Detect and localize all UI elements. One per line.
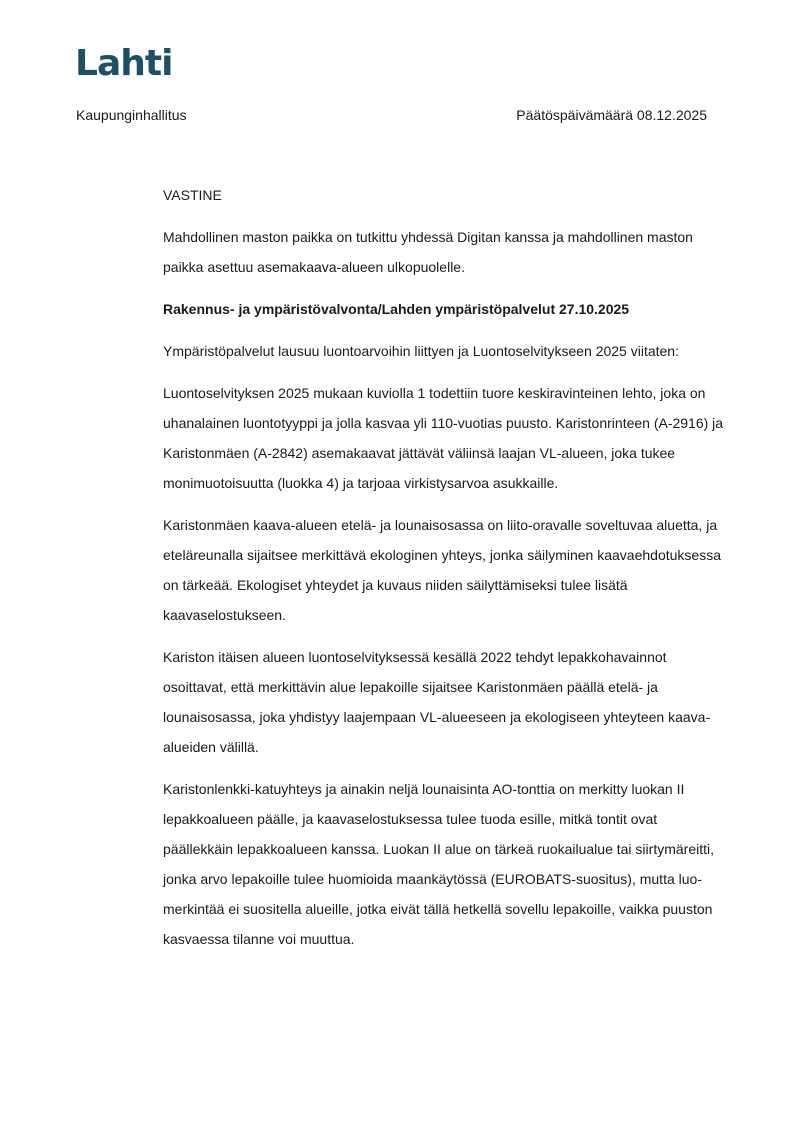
lahti-logo: Lahti xyxy=(75,43,173,84)
section-title-vastine: VASTINE xyxy=(163,187,222,203)
paragraph: Luontoselvityksen 2025 mukaan kuviolla 1 todettiin tuore keskiravinteinen lehto, joka on uhanalainen luontotyyppi ja jolla kasvaa yli 110-vuotias puusto. Karistonrinteen (A-2916) ja Karistonmäen (A-2842) asemakaavat jättävät väliinsä laajan VL-alueen, joka tukee monimuotoisuutta (luokka 4) ja tarjoaa virkistysarvoa asukkaille. xyxy=(163,385,724,491)
paragraph: Kariston itäisen alueen luontoselvityksessä kesällä 2022 tehdyt lepakkohavainnot osoittavat, että merkittävin alue lepakoille sijaitsee Karistonmäen päällä etelä- ja lounaisosassa, joka yhdistyy laajempaan VL-alueeseen ja ekologiseen yhteyteen kaava-alueiden välillä. xyxy=(163,649,711,755)
paragraph: Karistonmäen kaava-alueen etelä- ja lounaisosassa on liito-oravalle soveltuvaa aluetta, ja eteläreunalla sijaitsee merkittävä ekologinen yhteys, jonka säilyminen kaavaehdotuksessa on tärkeää. Ekologiset yhteydet ja kuvaus niiden säilyttämiseksi tulee lisätä kaavaselostukseen. xyxy=(163,517,721,623)
section-heading: Rakennus- ja ympäristövalvonta/Lahden ympäristöpalvelut 27.10.2025 xyxy=(163,301,630,317)
header-decision-date: Päätöspäivämäärä 08.12.2025 xyxy=(516,107,707,123)
paragraph: Karistonlenkki-katuyhteys ja ainakin neljä lounaisinta AO-tonttia on merkitty luokan II lepakkoalueen päälle, ja kaavaselostuksessa tulee tuoda esille, mitkä tontit ovat päällekkäin lepakkoalueen kanssa. Luokan II alue on tärkeä ruokailualue tai siirtymäreitti, jonka arvo lepakoille tulee huomioida maankäytössä (EUROBATS-suositus), mutta luo-merkintää ei suositella alueille, jotka eivät tällä hetkellä sovellu lepakoille, vaikka puuston kasvaessa tilanne voi muuttua. xyxy=(163,781,714,947)
header-organ: Kaupunginhallitus xyxy=(76,107,187,123)
paragraph: Ympäristöpalvelut lausuu luontoarvoihin liittyen ja Luontoselvitykseen 2025 viitaten: xyxy=(163,343,679,359)
document-body xyxy=(163,180,725,966)
paragraph: Mahdollinen maston paikka on tutkittu yhdessä Digitan kanssa ja mahdollinen maston paikka asettuu asemakaava-alueen ulkopuolelle. xyxy=(163,229,693,275)
